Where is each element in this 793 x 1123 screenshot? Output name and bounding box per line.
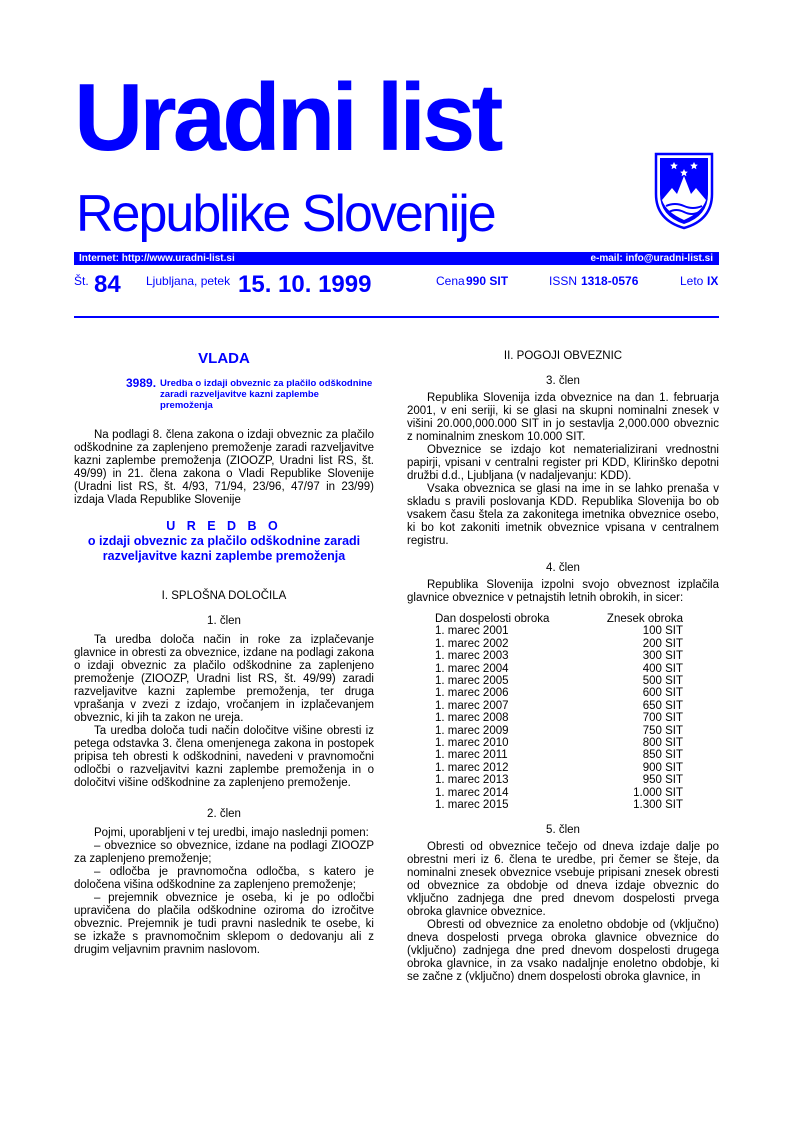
price-label: Cena [436, 274, 465, 288]
chapter-heading: I. SPLOŠNA DOLOČILA [161, 590, 287, 602]
article-heading: 1. člen [207, 615, 241, 627]
due-date-cell: 1. marec 2002 [435, 637, 509, 650]
amount-cell: 1.000 SIT [633, 786, 683, 799]
article-heading: 2. člen [207, 808, 241, 820]
amount-cell: 1.300 SIT [633, 799, 683, 812]
regulation-heading [74, 378, 374, 411]
due-date-cell: 1. marec 2013 [435, 774, 509, 787]
masthead [74, 60, 724, 260]
due-date-cell: 1. marec 2014 [435, 786, 509, 799]
amount-cell: 750 SIT [642, 724, 683, 737]
issue-number-label: Št. [74, 274, 89, 288]
amount-cell: 100 SIT [642, 625, 683, 638]
table-row [435, 725, 683, 737]
due-date-cell: 1. marec 2012 [435, 761, 509, 774]
paragraph: Vsaka obveznica se glasi na ime in se lahko prenaša v skladu s pravili poslovanja KDD. Republika Slovenija bo ob vsakem času štela za zakonitega imetnika obveznice osebo, ki bo kot zakoniti imetnik obveznice vpisana v centralnem registru. [407, 483, 719, 547]
amount-cell: 200 SIT [642, 637, 683, 650]
list-item: – prejemnik obveznice je oseba, ki je po odločbi upravičena do plačila odškodnine oziroma do izročitve obveznic. Prejemnik je tudi pravni naslednik te osebe, ki se izkaže s pravnomočnim sklepom o dedovanju ali z drugim veljavnim pravnim naslovom. [74, 892, 374, 956]
year-value: IX [707, 274, 719, 288]
due-date-cell: 1. marec 2009 [435, 724, 509, 737]
issue-info [74, 272, 719, 302]
issue-number: 84 [94, 271, 121, 298]
table-row [435, 799, 683, 811]
paragraph: Obresti od obveznice tečejo od dneva izdaje dalje po obrestni meri iz 6. člena te uredbe, pri čemer se šteje, da nominalni znesek obveznice vsebuje pripisani znesek obresti od obveznice za obdobje od dneva izdaje obveznic do vključno zadnjega dne pred dnevom dospelosti prvega obroka glavnice obveznice. [407, 840, 719, 918]
issn-label: ISSN [549, 274, 578, 288]
amount-cell: 700 SIT [642, 712, 683, 725]
paragraph: Pojmi, uporabljeni v tej uredbi, imajo naslednji pomen: [94, 827, 369, 839]
table-row [435, 650, 683, 662]
due-date-cell: 1. marec 2005 [435, 675, 509, 688]
amount-cell: 600 SIT [642, 687, 683, 700]
paragraph: Ta uredba določa način in roke za izplačevanje glavnice in obresti za obveznice, izdane na podlagi zakona o izdaji obveznic za plačilo odškodnine za zaplenjeno premoženje (ZIOOZP, Uradni list RS, št. 49/99) zaradi razveljavitve kazni zaplembe premoženja, ter druga vprašanja v zvezi z izdajo, vročanjem in izplačevanjem obveznic, ki jih ta zakon ne ureja. [74, 634, 374, 724]
issn-value: 1318-0576 [581, 274, 639, 288]
regulation-number: 3989. [126, 376, 157, 390]
table-row [435, 749, 683, 761]
preamble: Na podlagi 8. člena zakona o izdaji obveznic za plačilo odškodnine za zaplenjeno premoženje zaradi razveljavitve kazni zaplembe premoženja (ZIOOZP, Uradni list RS, št. 49/99) in 21. člena zakona o Vladi Republike Slovenije (Uradni list RS, št. 4/93, 71/94, 23/96, 47/97 in 23/99) izdaja Vlada Republike Slovenije [74, 429, 374, 506]
due-date-cell: 1. marec 2010 [435, 737, 509, 750]
website-link[interactable]: Internet: http://www.uradni-list.si [79, 253, 235, 264]
list-item: – odločba je pravnomočna odločba, s katero je določena višina odškodnine za zaplenjeno premoženje; [74, 866, 374, 891]
table-row [435, 687, 683, 699]
payment-schedule-table [435, 613, 683, 812]
amount-cell: 900 SIT [642, 761, 683, 774]
table-header: Znesek obroka [606, 613, 683, 625]
table-header: Dan dospelosti obroka [435, 613, 550, 625]
year-label: Leto [680, 274, 704, 288]
table-row [435, 663, 683, 675]
table-header-row [435, 613, 683, 625]
decree-title: U R E D B O [166, 519, 282, 533]
header-divider [74, 316, 719, 318]
section-heading: VLADA [198, 350, 250, 367]
due-date-cell: 1. marec 2015 [435, 799, 509, 812]
due-date-cell: 1. marec 2004 [435, 662, 509, 675]
paragraph: Ta uredba določa tudi način določitve višine obresti iz petega odstavka 3. člena omenjenega zakona in postopek pripisa teh obresti k odškodnini, navedeni v pravnomočni odločbi o razveljavitvi kazni zaplembe premoženja in o določitvi višine odškodnine za zaplenjeno premoženje. [74, 725, 374, 789]
issue-date: 15. 10. 1999 [238, 271, 372, 298]
amount-cell: 800 SIT [642, 737, 683, 750]
list-item: – obveznice so obveznice, izdane na podlagi ZIOOZP za zaplenjeno premoženje; [74, 840, 374, 865]
paragraph: Obresti od obveznice za enoletno obdobje od (vključno) dneva dospelosti prvega obroka glavnice obveznice do (vključno) zadnjega dne pred dnevom dospelosti drugega obroka glavnice, in za vsako nadaljnje enoletno obdobje, ki se začne z (vključno) dnem dospelosti obroka glavnice, in [407, 918, 719, 983]
amount-cell: 650 SIT [642, 699, 683, 712]
table-row [435, 774, 683, 786]
right-column [407, 350, 719, 984]
due-date-cell: 1. marec 2007 [435, 699, 509, 712]
article-heading: 5. člen [546, 823, 580, 836]
table-row [435, 638, 683, 650]
table-row [435, 737, 683, 749]
regulation-title: Uredba o izdaji obveznic za plačilo odškodnine zaradi razveljavitve kazni zaplembe premoženja [160, 378, 373, 411]
paragraph: Republika Slovenija izpolni svojo obveznost izplačila glavnice obveznice v petnajstih letnih obrokih, in sicer: [407, 579, 719, 604]
amount-cell: 500 SIT [642, 675, 683, 688]
paragraph: Obveznice se izdajo kot nematerializirani vrednostni papirji, vpisani v centralni register pri KDD, Klirinško depotni družbi d.d., Ljubljana (v nadaljevanju: KDD). [407, 444, 719, 482]
issue-place-day: Ljubljana, petek [146, 274, 231, 288]
slovenian-coat-of-arms-icon [652, 150, 716, 230]
article-heading: 3. člen [546, 375, 580, 387]
due-date-cell: 1. marec 2001 [435, 625, 509, 638]
due-date-cell: 1. marec 2003 [435, 650, 509, 663]
amount-cell: 400 SIT [642, 662, 683, 675]
due-date-cell: 1. marec 2006 [435, 687, 509, 700]
table-row [435, 762, 683, 774]
article-heading: 4. člen [546, 562, 580, 574]
decree-subtitle: o izdaji obveznic za plačilo odškodnine zaradi razveljavitve kazni zaplembe premoženja [87, 534, 361, 563]
table-row [435, 625, 683, 637]
paragraph: Republika Slovenija izda obveznice na dan 1. februarja 2001, v eni seriji, ki se glasi na skupni nominalni znesek v višini 20.000,000.000 SIT in jo sestavlja 2,000.000 obveznic z nominalnim zneskom 10.000 SIT. [407, 392, 719, 443]
amount-cell: 300 SIT [642, 650, 683, 663]
table-row [435, 712, 683, 724]
email-link[interactable]: e-mail: info@uradni-list.si [590, 253, 713, 264]
masthead-title: Uradni list [74, 64, 500, 171]
left-column [74, 350, 374, 957]
amount-cell: 850 SIT [642, 749, 683, 762]
amount-cell: 950 SIT [642, 774, 683, 787]
contact-bar [74, 252, 719, 265]
due-date-cell: 1. marec 2008 [435, 712, 509, 725]
table-row [435, 700, 683, 712]
price-value: 990 SIT [466, 274, 509, 288]
table-row [435, 675, 683, 687]
chapter-heading: II. POGOJI OBVEZNIC [503, 350, 623, 362]
table-row [435, 787, 683, 799]
due-date-cell: 1. marec 2011 [435, 749, 508, 762]
masthead-subtitle: Republike Slovenije [76, 185, 495, 243]
